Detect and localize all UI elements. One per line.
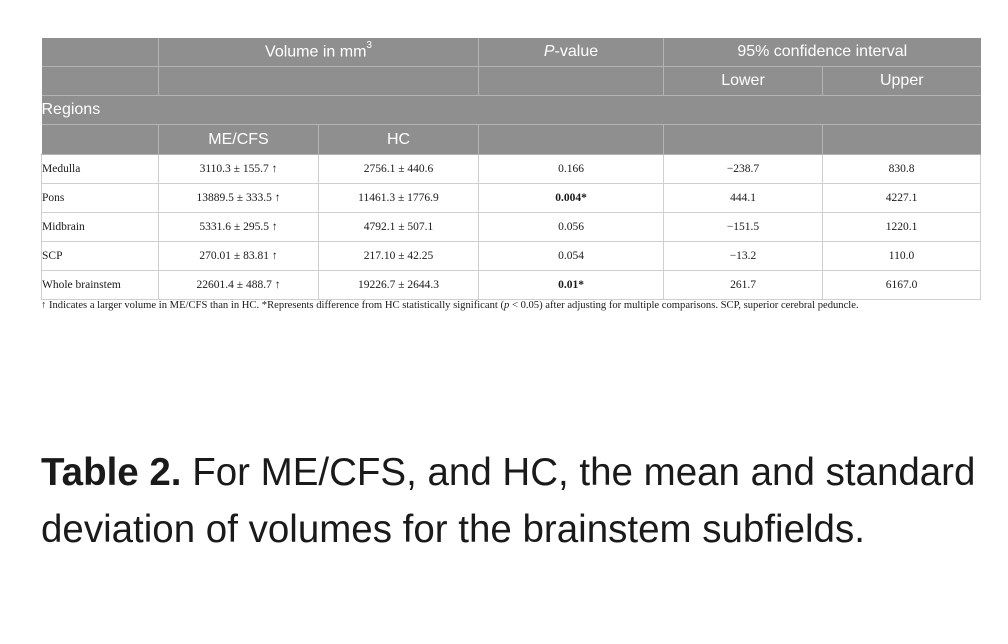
header-corner-cell bbox=[42, 38, 159, 67]
pvalue-cell: 0.166 bbox=[479, 155, 664, 184]
data-table bbox=[41, 38, 981, 300]
pvalue-cell: 0.056 bbox=[479, 213, 664, 242]
table-row bbox=[42, 271, 981, 300]
lower-cell: −13.2 bbox=[664, 242, 823, 271]
table-footnote: ↑ Indicates a larger volume in ME/CFS than in HC. *Represents difference from HC statistically significant (p < 0.05) after adjusting for multiple comparisons. SCP, superior cerebral peduncle. bbox=[41, 300, 859, 311]
lower-cell: 261.7 bbox=[664, 271, 823, 300]
mecfs-cell: 22601.4 ± 488.7 ↑ bbox=[159, 271, 319, 300]
mecfs-cell: 3110.3 ± 155.7 ↑ bbox=[159, 155, 319, 184]
lower-cell: 444.1 bbox=[664, 184, 823, 213]
volume-header: Volume in $mm^3$ bbox=[159, 38, 479, 67]
hc-cell: 19226.7 ± 2644.3 bbox=[319, 271, 479, 300]
region-cell: Medulla bbox=[42, 155, 159, 184]
pvalue-cell: 0.004* bbox=[479, 184, 664, 213]
pvalue-cell: 0.054 bbox=[479, 242, 664, 271]
header-row-3 bbox=[42, 96, 981, 125]
region-cell: Midbrain bbox=[42, 213, 159, 242]
table-row bbox=[42, 242, 981, 271]
regions-header: Regions bbox=[42, 96, 981, 125]
upper-cell: 830.8 bbox=[823, 155, 981, 184]
table-row bbox=[42, 155, 981, 184]
upper-cell: 6167.0 bbox=[823, 271, 981, 300]
hc-cell: 217.10 ± 42.25 bbox=[319, 242, 479, 271]
hc-header: HC bbox=[319, 125, 479, 155]
header-row-2 bbox=[42, 67, 981, 96]
caption-text: For ME/CFS, and HC, the mean and standard deviation of volumes for the brainstem subfields. bbox=[41, 451, 976, 551]
hc-cell: 2756.1 ± 440.6 bbox=[319, 155, 479, 184]
upper-cell: 1220.1 bbox=[823, 213, 981, 242]
pvalue-header: P-value bbox=[479, 38, 664, 67]
caption-label: Table 2. bbox=[41, 451, 182, 494]
mecfs-cell: 270.01 ± 83.81 ↑ bbox=[159, 242, 319, 271]
table-row bbox=[42, 184, 981, 213]
upper-cell: 4227.1 bbox=[823, 184, 981, 213]
header-row-1 bbox=[42, 38, 981, 67]
mecfs-header: ME/CFS bbox=[159, 125, 319, 155]
table-row bbox=[42, 213, 981, 242]
lower-header: Lower bbox=[664, 67, 823, 96]
mecfs-cell: 13889.5 ± 333.5 ↑ bbox=[159, 184, 319, 213]
mecfs-cell: 5331.6 ± 295.5 ↑ bbox=[159, 213, 319, 242]
hc-cell: 4792.1 ± 507.1 bbox=[319, 213, 479, 242]
upper-header: Upper bbox=[823, 67, 981, 96]
upper-cell: 110.0 bbox=[823, 242, 981, 271]
header-row-4 bbox=[42, 125, 981, 155]
lower-cell: −238.7 bbox=[664, 155, 823, 184]
region-cell: Pons bbox=[42, 184, 159, 213]
pvalue-cell: 0.01* bbox=[479, 271, 664, 300]
table-caption bbox=[41, 444, 991, 558]
hc-cell: 11461.3 ± 1776.9 bbox=[319, 184, 479, 213]
lower-cell: −151.5 bbox=[664, 213, 823, 242]
region-cell: Whole brainstem bbox=[42, 271, 159, 300]
region-cell: SCP bbox=[42, 242, 159, 271]
ci-header: 95% confidence interval bbox=[664, 38, 981, 67]
